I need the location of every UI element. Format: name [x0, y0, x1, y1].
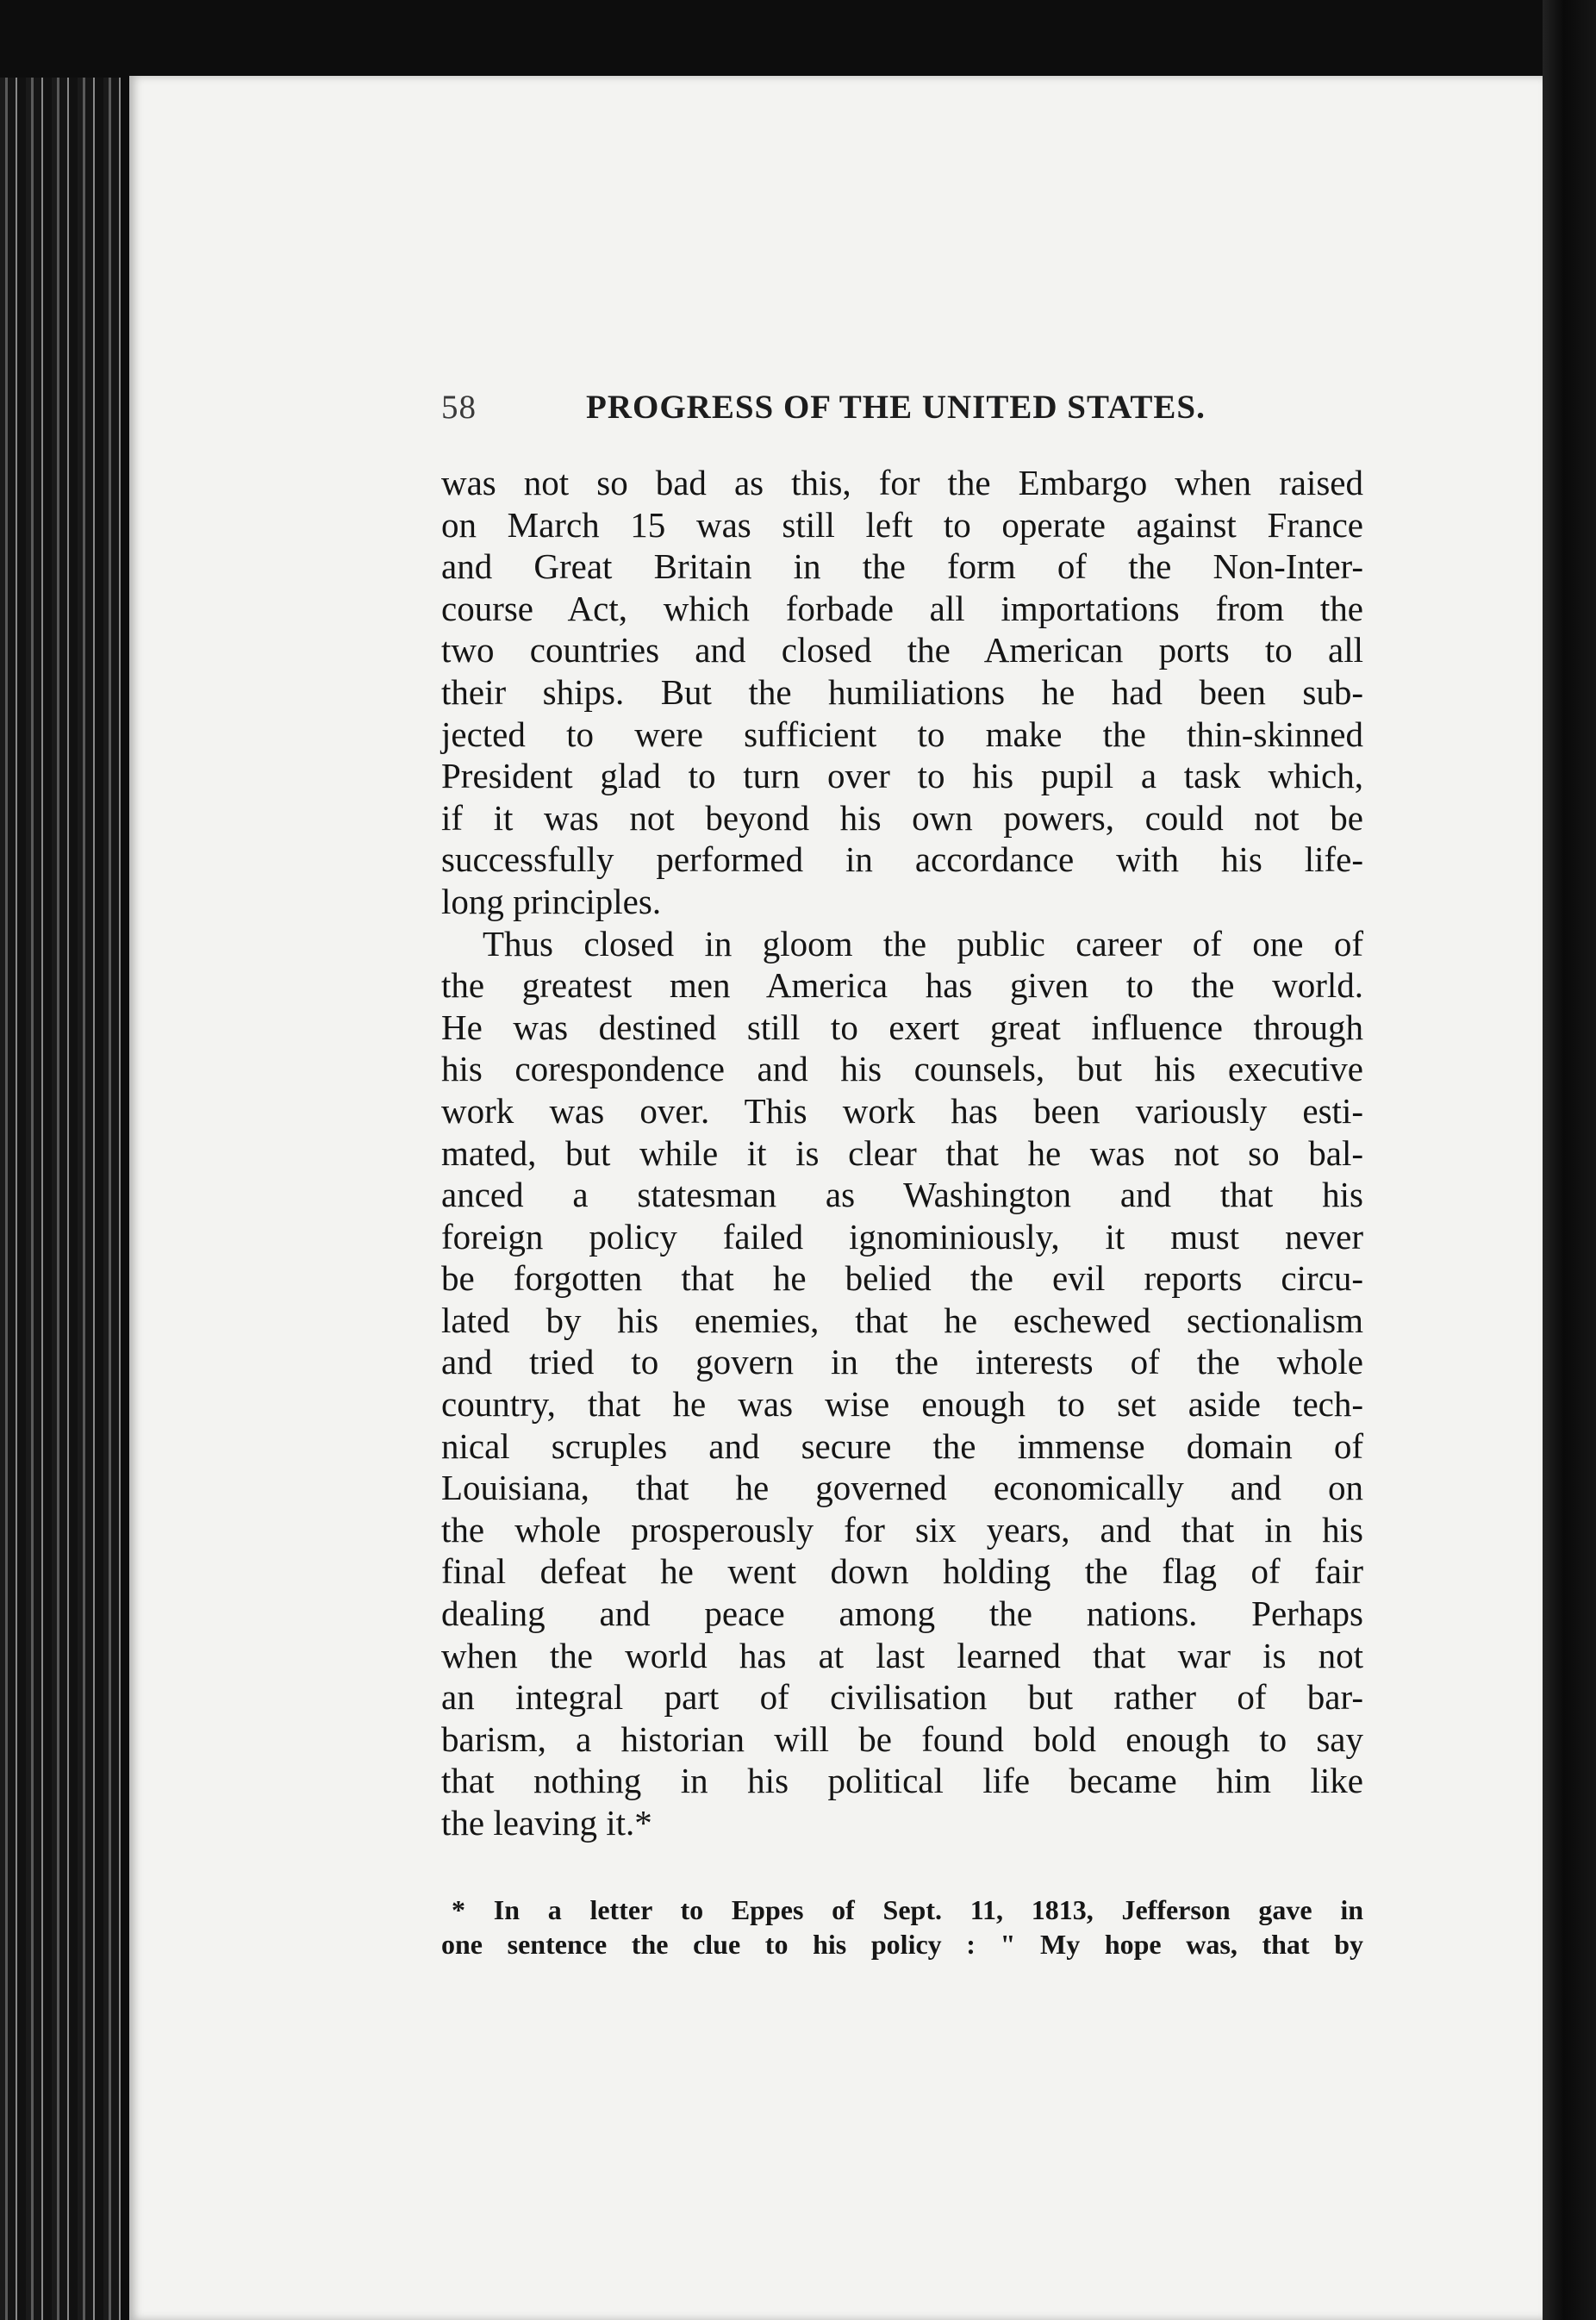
text-line: course Act, which forbade all importations from the [441, 588, 1363, 628]
text-line: President glad to turn over to his pupil a task which, [441, 756, 1363, 796]
text-line: He was destined still to exert great influence through [441, 1007, 1363, 1047]
text-line: jected to were sufficient to make the thin-skinned [441, 714, 1363, 754]
text-line: and tried to govern in the interests of the whole [441, 1342, 1363, 1382]
text-line: long principles. [441, 881, 662, 921]
text-line: if it was not beyond his own powers, could not be [441, 797, 1363, 838]
text-line: barism, a historian will be found bold enough to say [441, 1718, 1363, 1759]
running-title: PROGRESS OF THE UNITED STATES. [586, 389, 1206, 426]
text-line: mated, but while it is clear that he was not so bal- [441, 1132, 1363, 1173]
text-line: successfully performed in accordance with his life- [441, 839, 1363, 880]
scan-edge-left [0, 78, 121, 2320]
text-line: foreign policy failed ignominiously, it must never [441, 1216, 1363, 1257]
footnote [441, 1893, 1363, 1961]
text-line: Thus closed in gloom the public career of one of [483, 923, 1363, 964]
text-line: work was over. This work has been variously esti- [441, 1090, 1363, 1131]
text-line: be forgotten that he belied the evil reports circu- [441, 1258, 1363, 1299]
text-line: and Great Britain in the form of the Non-Inter- [441, 546, 1363, 587]
text-line: on March 15 was still left to operate against France [441, 504, 1363, 545]
running-head [441, 388, 1363, 440]
footnote-line: one sentence the clue to his policy : " My hope was, that by [441, 1929, 1363, 1960]
text-line: nical scruples and secure the immense domain of [441, 1425, 1363, 1466]
text-line: the whole prosperously for six years, and that in his [441, 1509, 1363, 1550]
text-line: anced a statesman as Washington and that his [441, 1175, 1363, 1215]
text-line: dealing and peace among the nations. Perhaps [441, 1593, 1363, 1634]
text-line: country, that he was wise enough to set aside tech- [441, 1384, 1363, 1425]
text-line: the greatest men America has given to the world. [441, 965, 1363, 1006]
text-line: their ships. But the humiliations he had been sub- [441, 671, 1363, 712]
text-line: that nothing in his political life became him like [441, 1761, 1363, 1801]
text-line: Louisiana, that he governed economically and on [441, 1468, 1363, 1508]
text-line: was not so bad as this, for the Embargo when raised [441, 463, 1363, 502]
page-number: 58 [441, 389, 477, 426]
text-line: the leaving it.* [441, 1803, 652, 1843]
text-line: final defeat he went down holding the flag of fair [441, 1551, 1363, 1592]
scan-edge-right [1543, 0, 1596, 2320]
text-line: an integral part of civilisation but rather of bar- [441, 1677, 1363, 1718]
body-text [441, 462, 1363, 1844]
text-line: when the world has at last learned that war is not [441, 1635, 1363, 1675]
text-line: lated by his enemies, that he eschewed sectionalism [441, 1300, 1363, 1340]
text-line: two countries and closed the American ports to all [441, 630, 1363, 670]
footnote-line: * In a letter to Eppes of Sept. 11, 1813, Jefferson gave in [452, 1894, 1363, 1925]
text-line: his corespondence and his counsels, but his executive [441, 1049, 1363, 1089]
